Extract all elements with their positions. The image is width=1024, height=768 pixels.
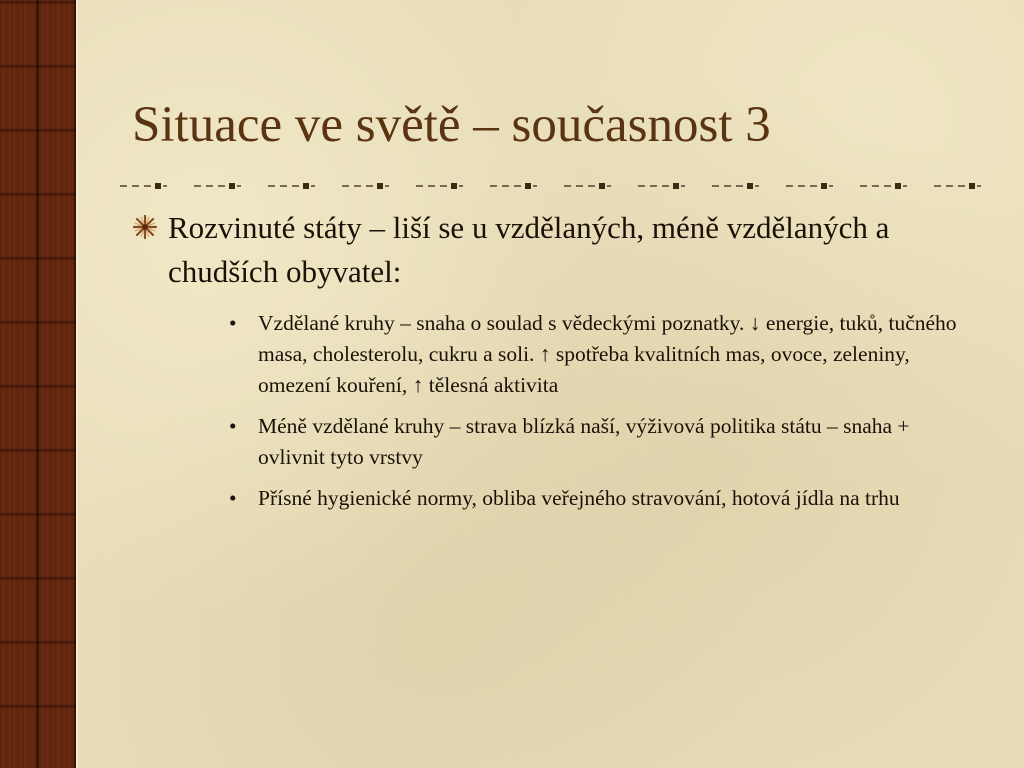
list-item: [225, 308, 970, 401]
slide-title: Situace ve světě – současnost 3: [132, 97, 771, 153]
bullet-dot: •: [229, 414, 237, 438]
bullet-dot: •: [229, 311, 237, 335]
divider-square: [600, 184, 605, 189]
list-item: [225, 483, 970, 514]
sub-bullet-text: Méně vzdělané kruhy – strava blízká naší, výživová politika státu – snaha + ovlivnit tyto vrstvy: [258, 414, 910, 469]
divider-square: [378, 184, 383, 189]
divider-square: [526, 184, 531, 189]
divider-square: [674, 184, 679, 189]
bullet-dot: •: [229, 486, 237, 510]
sub-bullet-text: Přísné hygienické normy, obliba veřejného stravování, hotová jídla na trhu: [258, 486, 900, 510]
title-divider: [120, 180, 992, 192]
starburst-icon: [132, 214, 158, 240]
divider-square: [748, 184, 753, 189]
divider-square: [452, 184, 457, 189]
divider-square: [230, 184, 235, 189]
divider-square: [822, 184, 827, 189]
list-item: [225, 411, 970, 473]
divider-square: [156, 184, 161, 189]
sub-bullet-text: Vzdělané kruhy – snaha o soulad s vědeckými poznatky. ↓ energie, tuků, tučného masa, cholesterolu, cukru a soli. ↑ spotřeba kvalitních mas, ovoce, zeleniny, omezení kouření, ↑ tělesná aktivita: [258, 311, 957, 397]
main-bullet: [132, 206, 962, 294]
divider-square: [896, 184, 901, 189]
divider-square: [304, 184, 309, 189]
wood-side-strip: [0, 0, 78, 768]
sub-bullet-list: [225, 308, 970, 524]
main-bullet-text: Rozvinuté státy – liší se u vzdělaných, méně vzdělaných a chudších obyvatel:: [168, 210, 890, 289]
divider-square: [970, 184, 975, 189]
